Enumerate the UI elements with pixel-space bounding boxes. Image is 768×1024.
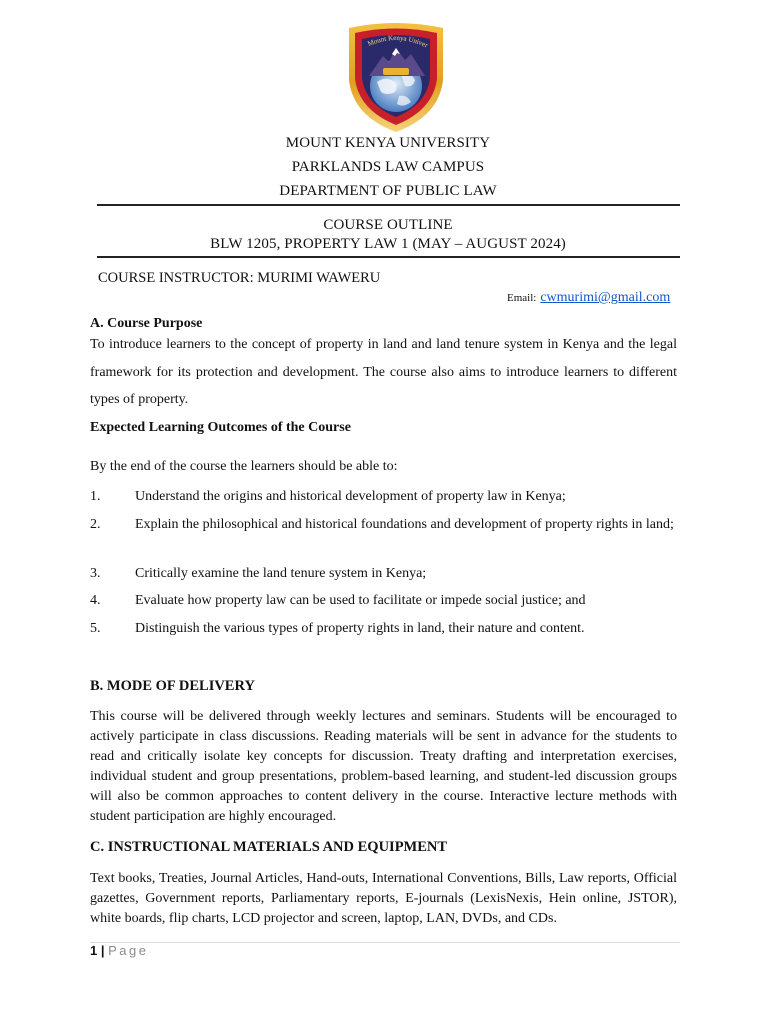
email-label: Email:: [507, 292, 537, 304]
outcome-text: Understand the origins and historical development of property law in Kenya;: [135, 489, 566, 504]
course-code-line: BLW 1205, PROPERTY LAW 1 (MAY – AUGUST 2024): [210, 236, 566, 252]
outcome-number: 4.: [90, 593, 101, 608]
page-number: 1: [90, 943, 98, 958]
instructor-email-link[interactable]: cwmurimi@gmail.com: [540, 290, 671, 305]
outcome-text: Explain the philosophical and historical foundations and development of property rights in land;: [135, 517, 674, 532]
section-a-heading: A. Course Purpose: [90, 316, 203, 331]
outcome-number: 2.: [90, 517, 101, 532]
mode-of-delivery-text: This course will be delivered through weekly lectures and seminars. Students will be encouraged to actively participate in class discussions. Reading materials will be sent in advance for the students to read and critically isolate key concepts for discussion. Treaty drafting and interpretation exercises, individual student and group presentations, problem-based learning, and student-led discussion groups will also be common approaches to content delivery in the course. Interactive lecture methods with student participation are highly encouraged.: [90, 709, 677, 824]
department-name: DEPARTMENT OF PUBLIC LAW: [279, 183, 497, 199]
outcome-text: Critically examine the land tenure system in Kenya;: [135, 566, 427, 581]
course-outline-title: COURSE OUTLINE: [323, 217, 453, 233]
learning-outcomes-heading: Expected Learning Outcomes of the Course: [90, 420, 351, 435]
header-rule-bottom: [97, 256, 680, 258]
page-separator: |: [100, 943, 105, 958]
crest-arc-text: Mount Kenya Univer: [366, 33, 430, 50]
outcome-text: Distinguish the various types of property rights in land, their nature and content.: [135, 621, 585, 636]
page-label: Page: [108, 943, 149, 958]
instructional-materials-text: Text books, Treaties, Journal Articles, Hand-outs, International Conventions, Bills, Law reports, Official gazettes, Government reports, Parliamentary reports, E-journals (LexisNexis, Hein online, JSTOR), white boards, flip charts, LCD projector and screen, laptop, LAN, DVDs, and CDs.: [90, 871, 677, 926]
course-instructor: COURSE INSTRUCTOR: MURIMI WAWERU: [98, 270, 381, 286]
university-name: MOUNT KENYA UNIVERSITY: [285, 135, 491, 151]
instructor-email-row: [507, 288, 670, 306]
outcome-text: Evaluate how property law can be used to facilitate or impede social justice; and: [135, 593, 586, 608]
page-footer: [90, 943, 149, 958]
outcomes-intro: By the end of the course the learners should be able to:: [90, 459, 398, 474]
course-purpose-text: To introduce learners to the concept of property in land and land tenure system in Kenya and the legal framework for its protection and development. The course also aims to introduce learners to different types of property.: [90, 337, 677, 407]
header-rule-top: [97, 204, 680, 206]
footer-rule: [90, 942, 680, 943]
outcome-number: 1.: [90, 489, 101, 504]
outcome-number: 5.: [90, 621, 101, 636]
section-c-heading: C. INSTRUCTIONAL MATERIALS AND EQUIPMENT: [90, 839, 448, 855]
university-crest-logo: [341, 18, 451, 134]
outcome-number: 3.: [90, 566, 101, 581]
campus-name: PARKLANDS LAW CAMPUS: [291, 159, 485, 175]
section-b-heading: B. MODE OF DELIVERY: [90, 678, 255, 694]
